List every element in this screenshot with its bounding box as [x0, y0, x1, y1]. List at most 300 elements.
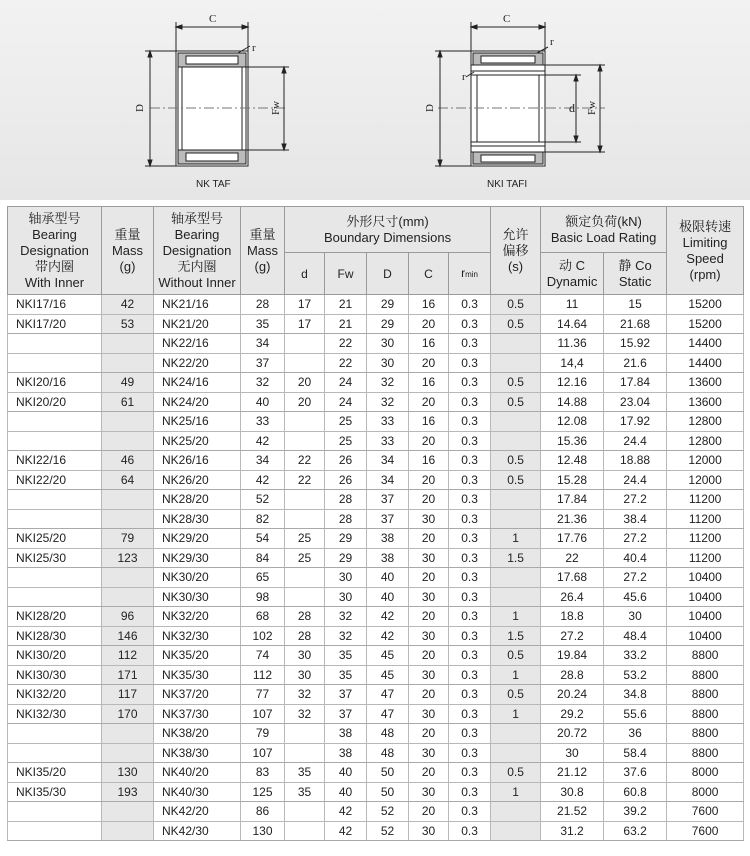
cell-outer-d: 30 — [367, 353, 409, 373]
header-designation-without-inner: 轴承型号 Bearing Designation 无内圈 Without Inner — [154, 207, 241, 295]
cell-designation-with-inner: NKI30/20 — [8, 646, 102, 666]
cell-designation-with-inner — [8, 802, 102, 822]
cell-dynamic-load: 22 — [541, 548, 604, 568]
cell-misalignment-s: 1 — [491, 704, 541, 724]
header-static: 静 Co Static — [604, 253, 667, 295]
cell-designation-without-inner: NK21/16 — [154, 295, 241, 315]
bearing-drawings-panel — [0, 0, 750, 200]
cell-mass-without-inner: 107 — [241, 704, 285, 724]
cell-designation-with-inner: NKI32/20 — [8, 685, 102, 705]
header-outer-d: D — [367, 253, 409, 295]
cell-mass-without-inner: 82 — [241, 509, 285, 529]
cell-r-min: 0.3 — [449, 704, 491, 724]
cell-outer-d: 38 — [367, 529, 409, 549]
nki-tafi-dim-d-outer: D — [424, 104, 436, 112]
cell-designation-with-inner — [8, 431, 102, 451]
cell-mass-with-inner: 49 — [102, 373, 154, 393]
cell-outer-d: 42 — [367, 626, 409, 646]
table-row — [8, 782, 744, 802]
cell-static-load: 27.2 — [604, 490, 667, 510]
cell-dynamic-load: 20.24 — [541, 685, 604, 705]
cell-dynamic-load: 15.28 — [541, 470, 604, 490]
cell-mass-without-inner: 54 — [241, 529, 285, 549]
cell-width-c: 20 — [409, 353, 449, 373]
cell-bore-d: 22 — [285, 451, 325, 471]
cell-mass-with-inner — [102, 490, 154, 510]
cell-mass-with-inner — [102, 587, 154, 607]
header-mass-with-inner: 重量 Mass (g) — [102, 207, 154, 295]
cell-limiting-speed: 12800 — [667, 431, 744, 451]
header-designation-with-inner: 轴承型号 Bearing Designation 带内圈 With Inner — [8, 207, 102, 295]
cell-mass-with-inner: 170 — [102, 704, 154, 724]
cell-fw: 38 — [325, 724, 367, 744]
cell-limiting-speed: 8800 — [667, 646, 744, 666]
cell-designation-with-inner — [8, 334, 102, 354]
table-row — [8, 685, 744, 705]
header-limiting-speed: 极限转速 Limiting Speed (rpm) — [667, 207, 744, 295]
cell-bore-d: 25 — [285, 548, 325, 568]
table-row — [8, 704, 744, 724]
cell-bore-d — [285, 724, 325, 744]
cell-mass-without-inner: 86 — [241, 802, 285, 822]
cell-dynamic-load: 21.12 — [541, 763, 604, 783]
table-row — [8, 470, 744, 490]
cell-dynamic-load: 26.4 — [541, 587, 604, 607]
cell-width-c: 30 — [409, 782, 449, 802]
cell-outer-d: 40 — [367, 587, 409, 607]
cell-dynamic-load: 29.2 — [541, 704, 604, 724]
cell-mass-with-inner: 117 — [102, 685, 154, 705]
cell-mass-without-inner: 34 — [241, 451, 285, 471]
cell-static-load: 34.8 — [604, 685, 667, 705]
cell-limiting-speed: 7600 — [667, 821, 744, 841]
cell-width-c: 20 — [409, 607, 449, 627]
cell-misalignment-s: 0.5 — [491, 314, 541, 334]
cell-designation-with-inner: NKI28/30 — [8, 626, 102, 646]
cell-limiting-speed: 12000 — [667, 451, 744, 471]
cell-misalignment-s: 0.5 — [491, 470, 541, 490]
cell-mass-without-inner: 52 — [241, 490, 285, 510]
cell-mass-without-inner: 65 — [241, 568, 285, 588]
cell-width-c: 20 — [409, 314, 449, 334]
cell-static-load: 36 — [604, 724, 667, 744]
cell-limiting-speed: 8800 — [667, 743, 744, 763]
cell-outer-d: 47 — [367, 685, 409, 705]
cell-designation-with-inner: NKI28/20 — [8, 607, 102, 627]
cell-bore-d: 32 — [285, 685, 325, 705]
cell-mass-with-inner — [102, 568, 154, 588]
cell-limiting-speed: 15200 — [667, 314, 744, 334]
cell-limiting-speed: 12800 — [667, 412, 744, 432]
cell-r-min: 0.3 — [449, 529, 491, 549]
cell-width-c: 20 — [409, 568, 449, 588]
cell-r-min: 0.3 — [449, 763, 491, 783]
cell-mass-with-inner: 123 — [102, 548, 154, 568]
cell-static-load: 27.2 — [604, 568, 667, 588]
cell-static-load: 37.6 — [604, 763, 667, 783]
cell-designation-without-inner: NK22/16 — [154, 334, 241, 354]
cell-mass-without-inner: 102 — [241, 626, 285, 646]
cell-mass-with-inner: 130 — [102, 763, 154, 783]
cell-designation-with-inner: NKI20/16 — [8, 373, 102, 393]
cell-width-c: 16 — [409, 412, 449, 432]
cell-mass-with-inner — [102, 353, 154, 373]
cell-mass-without-inner: 112 — [241, 665, 285, 685]
cell-bore-d: 20 — [285, 373, 325, 393]
cell-bore-d — [285, 431, 325, 451]
cell-misalignment-s: 0.5 — [491, 646, 541, 666]
cell-designation-without-inner: NK40/20 — [154, 763, 241, 783]
cell-r-min: 0.3 — [449, 392, 491, 412]
cell-designation-without-inner: NK30/20 — [154, 568, 241, 588]
header-misalignment: 允许 偏移 (s) — [491, 207, 541, 295]
cell-fw: 40 — [325, 782, 367, 802]
cell-r-min: 0.3 — [449, 353, 491, 373]
cell-limiting-speed: 10400 — [667, 568, 744, 588]
cell-bore-d: 30 — [285, 665, 325, 685]
cell-designation-without-inner: NK28/20 — [154, 490, 241, 510]
cell-dynamic-load: 18.8 — [541, 607, 604, 627]
cell-mass-without-inner: 40 — [241, 392, 285, 412]
cell-designation-with-inner — [8, 412, 102, 432]
cell-dynamic-load: 20.72 — [541, 724, 604, 744]
cell-mass-without-inner: 34 — [241, 334, 285, 354]
cell-limiting-speed: 10400 — [667, 626, 744, 646]
cell-r-min: 0.3 — [449, 314, 491, 334]
cell-width-c: 30 — [409, 743, 449, 763]
cell-fw: 37 — [325, 685, 367, 705]
cell-limiting-speed: 13600 — [667, 373, 744, 393]
cell-mass-without-inner: 28 — [241, 295, 285, 315]
cell-mass-without-inner: 83 — [241, 763, 285, 783]
table-row — [8, 821, 744, 841]
cell-mass-with-inner: 171 — [102, 665, 154, 685]
cell-misalignment-s — [491, 334, 541, 354]
cell-width-c: 20 — [409, 490, 449, 510]
cell-mass-with-inner: 64 — [102, 470, 154, 490]
cell-mass-without-inner: 32 — [241, 373, 285, 393]
cell-static-load: 33.2 — [604, 646, 667, 666]
table-row — [8, 392, 744, 412]
cell-width-c: 30 — [409, 626, 449, 646]
nk-taf-dim-d-outer: D — [134, 104, 146, 112]
table-row — [8, 334, 744, 354]
cell-bore-d — [285, 568, 325, 588]
nki-tafi-dim-r-inner: r — [462, 71, 466, 83]
cell-limiting-speed: 14400 — [667, 353, 744, 373]
header-fw: Fw — [325, 253, 367, 295]
cell-dynamic-load: 21.36 — [541, 509, 604, 529]
cell-designation-without-inner: NK37/30 — [154, 704, 241, 724]
cell-mass-with-inner — [102, 802, 154, 822]
cell-static-load: 17.84 — [604, 373, 667, 393]
header-basic-load-rating: 额定负荷(kN) Basic Load Rating — [541, 207, 667, 253]
cell-designation-without-inner: NK42/30 — [154, 821, 241, 841]
cell-designation-with-inner: NKI20/20 — [8, 392, 102, 412]
cell-static-load: 21.6 — [604, 353, 667, 373]
cell-r-min: 0.3 — [449, 334, 491, 354]
cell-static-load: 21.68 — [604, 314, 667, 334]
cell-r-min: 0.3 — [449, 470, 491, 490]
cell-width-c: 20 — [409, 431, 449, 451]
cell-limiting-speed: 10400 — [667, 587, 744, 607]
cell-mass-with-inner: 46 — [102, 451, 154, 471]
cell-r-min: 0.3 — [449, 568, 491, 588]
cell-r-min: 0.3 — [449, 626, 491, 646]
nki-tafi-dim-c: C — [503, 13, 511, 25]
cell-limiting-speed: 11200 — [667, 548, 744, 568]
cell-dynamic-load: 30 — [541, 743, 604, 763]
cell-limiting-speed: 14400 — [667, 334, 744, 354]
cell-bore-d: 17 — [285, 295, 325, 315]
header-r-min: rmin — [449, 253, 491, 295]
cell-bore-d — [285, 412, 325, 432]
cell-bore-d: 32 — [285, 704, 325, 724]
cell-outer-d: 37 — [367, 490, 409, 510]
cell-misalignment-s: 0.5 — [491, 451, 541, 471]
cell-width-c: 20 — [409, 392, 449, 412]
cell-outer-d: 30 — [367, 334, 409, 354]
cell-mass-without-inner: 107 — [241, 743, 285, 763]
cell-limiting-speed: 8000 — [667, 763, 744, 783]
cell-outer-d: 29 — [367, 314, 409, 334]
cell-bore-d — [285, 353, 325, 373]
cell-fw: 24 — [325, 392, 367, 412]
cell-r-min: 0.3 — [449, 295, 491, 315]
cell-misalignment-s: 0.5 — [491, 295, 541, 315]
cell-bore-d — [285, 587, 325, 607]
cell-fw: 21 — [325, 314, 367, 334]
cell-dynamic-load: 14.88 — [541, 392, 604, 412]
header-d: d — [285, 253, 325, 295]
cell-static-load: 23.04 — [604, 392, 667, 412]
cell-misalignment-s — [491, 587, 541, 607]
cell-designation-without-inner: NK37/20 — [154, 685, 241, 705]
cell-dynamic-load: 14.64 — [541, 314, 604, 334]
cell-designation-without-inner: NK25/20 — [154, 431, 241, 451]
table-row — [8, 646, 744, 666]
cell-outer-d: 50 — [367, 763, 409, 783]
bearing-cross-section-drawings — [0, 0, 750, 200]
cell-dynamic-load: 15.36 — [541, 431, 604, 451]
cell-fw: 26 — [325, 451, 367, 471]
cell-width-c: 20 — [409, 802, 449, 822]
cell-outer-d: 40 — [367, 568, 409, 588]
cell-bore-d: 35 — [285, 782, 325, 802]
cell-dynamic-load: 14,4 — [541, 353, 604, 373]
cell-bore-d: 35 — [285, 763, 325, 783]
cell-misalignment-s: 0.5 — [491, 685, 541, 705]
cell-designation-with-inner: NKI32/30 — [8, 704, 102, 724]
cell-width-c: 30 — [409, 587, 449, 607]
cell-bore-d — [285, 334, 325, 354]
cell-static-load: 39.2 — [604, 802, 667, 822]
cell-mass-without-inner: 125 — [241, 782, 285, 802]
cell-fw: 22 — [325, 353, 367, 373]
table-row — [8, 490, 744, 510]
cell-dynamic-load: 28.8 — [541, 665, 604, 685]
cell-designation-with-inner — [8, 568, 102, 588]
cell-bore-d — [285, 490, 325, 510]
cell-misalignment-s: 0.5 — [491, 392, 541, 412]
cell-static-load: 60.8 — [604, 782, 667, 802]
cell-designation-without-inner: NK26/16 — [154, 451, 241, 471]
cell-mass-without-inner: 79 — [241, 724, 285, 744]
cell-width-c: 30 — [409, 704, 449, 724]
cell-bore-d: 20 — [285, 392, 325, 412]
cell-fw: 29 — [325, 548, 367, 568]
cell-designation-with-inner — [8, 509, 102, 529]
cell-designation-without-inner: NK38/20 — [154, 724, 241, 744]
nk-taf-caption: NK TAF — [196, 179, 231, 190]
cell-limiting-speed: 8800 — [667, 685, 744, 705]
cell-misalignment-s — [491, 509, 541, 529]
cell-designation-with-inner — [8, 353, 102, 373]
cell-dynamic-load: 31.2 — [541, 821, 604, 841]
cell-fw: 35 — [325, 646, 367, 666]
cell-dynamic-load: 12.16 — [541, 373, 604, 393]
cell-r-min: 0.3 — [449, 646, 491, 666]
cell-fw: 28 — [325, 509, 367, 529]
cell-bore-d: 25 — [285, 529, 325, 549]
table-row — [8, 314, 744, 334]
cell-designation-without-inner: NK32/20 — [154, 607, 241, 627]
cell-mass-with-inner: 146 — [102, 626, 154, 646]
nki-tafi-dim-r-top: r — [550, 36, 554, 48]
table-row — [8, 451, 744, 471]
cell-dynamic-load: 17.84 — [541, 490, 604, 510]
cell-static-load: 53.2 — [604, 665, 667, 685]
cell-mass-without-inner: 84 — [241, 548, 285, 568]
cell-outer-d: 34 — [367, 451, 409, 471]
cell-outer-d: 42 — [367, 607, 409, 627]
table-row — [8, 548, 744, 568]
cell-width-c: 20 — [409, 470, 449, 490]
cell-dynamic-load: 17.76 — [541, 529, 604, 549]
cell-static-load: 15 — [604, 295, 667, 315]
cell-mass-without-inner: 35 — [241, 314, 285, 334]
cell-mass-with-inner — [102, 412, 154, 432]
cell-fw: 29 — [325, 529, 367, 549]
cell-designation-with-inner: NKI22/16 — [8, 451, 102, 471]
cell-width-c: 20 — [409, 529, 449, 549]
cell-mass-without-inner: 68 — [241, 607, 285, 627]
nki-tafi-caption: NKI TAFI — [487, 179, 528, 190]
cell-bore-d: 28 — [285, 626, 325, 646]
table-row — [8, 763, 744, 783]
cell-designation-with-inner: NKI17/20 — [8, 314, 102, 334]
cell-designation-without-inner: NK35/20 — [154, 646, 241, 666]
cell-r-min: 0.3 — [449, 509, 491, 529]
cell-r-min: 0.3 — [449, 431, 491, 451]
cell-static-load: 18.88 — [604, 451, 667, 471]
cell-r-min: 0.3 — [449, 821, 491, 841]
cell-static-load: 48.4 — [604, 626, 667, 646]
cell-misalignment-s — [491, 412, 541, 432]
bearing-spec-table — [7, 206, 744, 841]
cell-designation-without-inner: NK32/30 — [154, 626, 241, 646]
cell-outer-d: 37 — [367, 509, 409, 529]
cell-designation-without-inner: NK22/20 — [154, 353, 241, 373]
cell-r-min: 0.3 — [449, 782, 491, 802]
cell-outer-d: 33 — [367, 412, 409, 432]
cell-static-load: 30 — [604, 607, 667, 627]
cell-width-c: 16 — [409, 334, 449, 354]
cell-limiting-speed: 15200 — [667, 295, 744, 315]
cell-mass-with-inner — [102, 334, 154, 354]
cell-limiting-speed: 11200 — [667, 509, 744, 529]
cell-mass-with-inner — [102, 724, 154, 744]
cell-r-min: 0.3 — [449, 743, 491, 763]
cell-mass-without-inner: 33 — [241, 412, 285, 432]
cell-dynamic-load: 27.2 — [541, 626, 604, 646]
table-row — [8, 509, 744, 529]
cell-outer-d: 48 — [367, 724, 409, 744]
cell-designation-with-inner: NKI30/30 — [8, 665, 102, 685]
cell-misalignment-s: 0.5 — [491, 763, 541, 783]
cell-static-load: 63.2 — [604, 821, 667, 841]
cell-fw: 35 — [325, 665, 367, 685]
cell-mass-with-inner: 79 — [102, 529, 154, 549]
table-row — [8, 373, 744, 393]
cell-limiting-speed: 8800 — [667, 665, 744, 685]
cell-outer-d: 33 — [367, 431, 409, 451]
cell-width-c: 16 — [409, 373, 449, 393]
cell-width-c: 16 — [409, 295, 449, 315]
cell-bore-d — [285, 821, 325, 841]
cell-outer-d: 45 — [367, 646, 409, 666]
cell-designation-with-inner: NKI17/16 — [8, 295, 102, 315]
spec-table-body — [8, 295, 744, 841]
cell-outer-d: 45 — [367, 665, 409, 685]
cell-designation-with-inner: NKI35/20 — [8, 763, 102, 783]
cell-fw: 38 — [325, 743, 367, 763]
cell-mass-without-inner: 74 — [241, 646, 285, 666]
cell-outer-d: 48 — [367, 743, 409, 763]
cell-misalignment-s — [491, 724, 541, 744]
cell-fw: 26 — [325, 470, 367, 490]
cell-mass-with-inner: 96 — [102, 607, 154, 627]
cell-mass-with-inner: 61 — [102, 392, 154, 412]
nki-tafi-drawing — [435, 22, 605, 166]
cell-bore-d — [285, 802, 325, 822]
cell-misalignment-s: 1 — [491, 665, 541, 685]
cell-fw: 25 — [325, 412, 367, 432]
cell-misalignment-s: 1.5 — [491, 548, 541, 568]
cell-r-min: 0.3 — [449, 665, 491, 685]
cell-outer-d: 34 — [367, 470, 409, 490]
cell-designation-without-inner: NK40/30 — [154, 782, 241, 802]
cell-misalignment-s: 0.5 — [491, 373, 541, 393]
table-row — [8, 724, 744, 744]
table-row — [8, 353, 744, 373]
cell-dynamic-load: 11 — [541, 295, 604, 315]
cell-designation-without-inner: NK28/30 — [154, 509, 241, 529]
cell-outer-d: 32 — [367, 373, 409, 393]
cell-misalignment-s — [491, 821, 541, 841]
cell-fw: 42 — [325, 802, 367, 822]
table-row — [8, 626, 744, 646]
cell-limiting-speed: 8000 — [667, 782, 744, 802]
cell-bore-d: 17 — [285, 314, 325, 334]
cell-designation-without-inner: NK38/30 — [154, 743, 241, 763]
cell-dynamic-load: 11.36 — [541, 334, 604, 354]
cell-misalignment-s: 1 — [491, 782, 541, 802]
cell-width-c: 30 — [409, 665, 449, 685]
table-row — [8, 607, 744, 627]
cell-mass-with-inner: 193 — [102, 782, 154, 802]
cell-designation-with-inner: NKI35/30 — [8, 782, 102, 802]
